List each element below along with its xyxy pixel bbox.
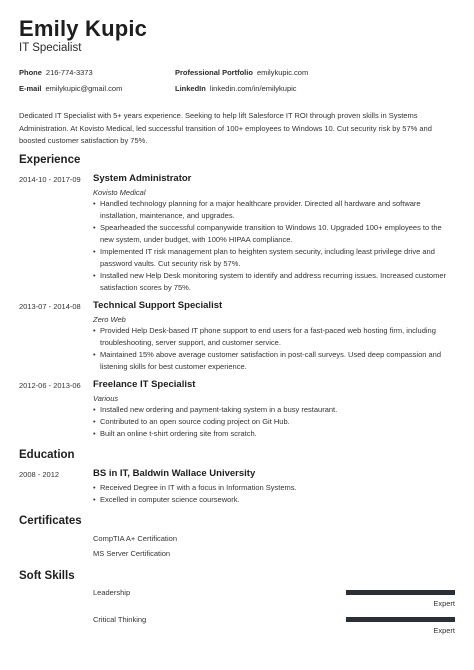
job-bullets	[93, 198, 455, 294]
education-degree: BS in IT, Baldwin Wallace University	[93, 468, 256, 479]
skill-level-fill	[346, 617, 455, 622]
job-bullet: • Provided Help Desk-based IT phone support to end users for a fast-paced web hosting firm, including troubleshooting, server support, and customer service.	[93, 325, 455, 349]
job-bullet: • Installed new Help Desk monitoring system to identify and address recurring issues. Increased customer satisfaction scores by 75%.	[93, 270, 455, 294]
contact-linkedin-label: LinkedIn	[175, 84, 206, 93]
skill-name: Leadership	[93, 588, 131, 597]
candidate-title: IT Specialist	[19, 42, 82, 54]
contact-linkedin-value[interactable]: linkedin.com/in/emilykupic	[209, 84, 297, 93]
candidate-name: Emily Kupic	[19, 16, 148, 41]
job-bullet: • Implemented IT risk management plan to heighten system security, including least privilege drive and password vaults. Cut security risk by 57%.	[93, 246, 455, 270]
contact-phone	[19, 68, 93, 77]
contact-email	[19, 84, 122, 93]
job-dates: 2013-07 - 2014-08	[19, 302, 81, 311]
job-dates: 2012-06 - 2013-06	[19, 381, 81, 390]
certificate-item: MS Server Certification	[93, 549, 171, 558]
job-title: System Administrator	[93, 173, 192, 184]
certificate-item: CompTIA A+ Certification	[93, 534, 177, 543]
education-heading: Education	[19, 449, 75, 461]
job-bullet: • Built an online t-shirt ordering site from scratch.	[93, 428, 455, 440]
skill-level-bar	[346, 590, 455, 595]
education-dates: 2008 - 2012	[19, 470, 60, 479]
job-bullets	[93, 325, 455, 373]
job-title: Freelance IT Specialist	[93, 379, 196, 390]
skill-level-label: Expert	[433, 626, 455, 635]
skill-level-fill	[346, 590, 455, 595]
contact-portfolio	[175, 68, 308, 77]
contact-portfolio-label: Professional Portfolio	[175, 68, 253, 77]
contact-phone-value: 216-774-3373	[45, 68, 93, 77]
contact-portfolio-value[interactable]: emilykupic.com	[256, 68, 309, 77]
job-company: Zero Web	[93, 315, 126, 324]
skill-name: Critical Thinking	[93, 615, 147, 624]
job-company: Various	[93, 394, 119, 403]
job-bullet: • Spearheaded the successful companywide transition to Windows 10. Upgraded 100+ employees to the new system, under budget, with 100% HIPAA compliance.	[93, 222, 455, 246]
skill-level-label: Expert	[433, 599, 455, 608]
job-bullet: • Handled technology planning for a major healthcare provider. Directed all hardware and software installation, maintenance, and upgrades.	[93, 198, 455, 222]
contact-linkedin	[175, 84, 297, 93]
contact-email-label: E-mail	[19, 84, 42, 93]
job-company: Kovisto Medical	[93, 188, 146, 197]
certificates-heading: Certificates	[19, 515, 82, 527]
job-dates: 2014-10 - 2017-09	[19, 175, 81, 184]
job-bullet: • Installed new ordering and payment-taking system in a busy restaurant.	[93, 404, 455, 416]
education-bullet: • Received Degree in IT with a focus in Information Systems.	[93, 482, 455, 494]
experience-heading: Experience	[19, 154, 81, 166]
job-bullets	[93, 404, 455, 440]
contact-email-value[interactable]: emilykupic@gmail.com	[45, 84, 123, 93]
job-title: Technical Support Specialist	[93, 300, 223, 311]
education-bullets	[93, 482, 455, 506]
education-bullet: • Excelled in computer science coursework.	[93, 494, 455, 506]
job-bullet: • Contributed to an open source coding project on Git Hub.	[93, 416, 455, 428]
contact-phone-label: Phone	[19, 68, 42, 77]
summary-text: Dedicated IT Specialist with 5+ years experience. Seeking to help lift Salesforce IT ROI through proven skills in Systems Administration. At Kovisto Medical, led successful transition of 100+ employees to Windows 10. Cut security risk by 57% and boosted customer satisfaction by 75%.	[19, 111, 432, 145]
soft-skills-heading: Soft Skills	[19, 570, 75, 582]
skill-level-bar	[346, 617, 455, 622]
job-bullet: • Maintained 15% above average customer satisfaction in post-call surveys. Used deep compassion and listening skills for best customer experience.	[93, 349, 455, 373]
